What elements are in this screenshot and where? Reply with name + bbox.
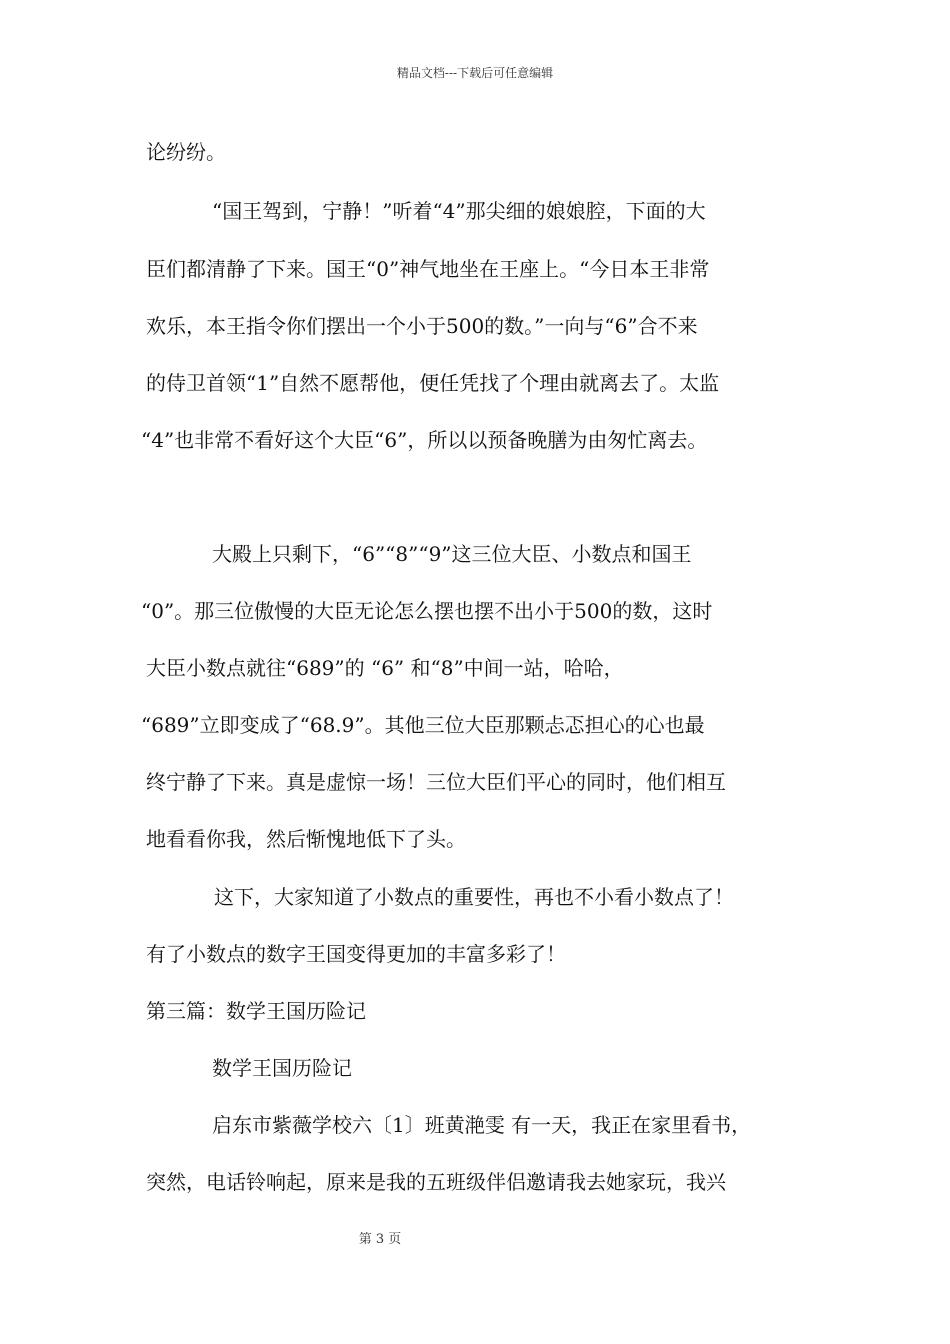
text-line: “国王驾到，宁静！”听着“4”那尖细的娘娘腔，下面的大 xyxy=(212,199,706,223)
text-line: 终宁静了下来。真是虚惊一场！三位大臣们平心的同时，他们相互 xyxy=(146,770,726,794)
text-line: 这下，大家知道了小数点的重要性，再也不小看小数点了！ xyxy=(214,885,734,909)
text-line: 论纷纷。 xyxy=(146,140,226,164)
text-line: 臣们都清静了下来。国王“0”神气地坐在王座上。“今日本王非常 xyxy=(146,257,710,281)
text-line: “4”也非常不看好这个大臣“6”，所以以预备晚膳为由匆忙离去。 xyxy=(141,428,708,452)
page-header: 精品文档---下载后可任意编辑 xyxy=(396,66,554,80)
story-title: 数学王国历险记 xyxy=(212,1056,352,1080)
text-line: 有了小数点的数字王国变得更加的丰富多彩了！ xyxy=(146,942,566,966)
text-line: “0”。那三位傲慢的大臣无论怎么摆也摆不出小于500的数，这时 xyxy=(141,599,713,623)
text-line: 欢乐，本王指令你们摆出一个小于500的数。”一向与“6”合不来 xyxy=(146,314,698,338)
text-line: 大臣小数点就往“689”的 “6” 和“8”中间一站，哈哈， xyxy=(146,656,624,680)
section-heading: 第三篇：数学王国历险记 xyxy=(146,999,366,1023)
text-line: 启东市紫薇学校六〔1〕班黄滟雯 有一天，我正在家里看书， xyxy=(212,1113,752,1137)
text-line: “689”立即变成了“68.9”。其他三位大臣那颗忐忑担心的心也最 xyxy=(141,713,705,737)
page-number: 第 3 页 xyxy=(358,1232,402,1247)
text-line: 突然，电话铃响起，原来是我的五班级伴侣邀请我去她家玩，我兴 xyxy=(146,1170,726,1194)
text-line: 地看看你我，然后惭愧地低下了头。 xyxy=(146,827,466,851)
text-line: 的侍卫首领“1”自然不愿帮他，便任凭找了个理由就离去了。太监 xyxy=(146,371,720,395)
text-line: 大殿上只剩下，“6”“8”“9”这三位大臣、小数点和国王 xyxy=(212,542,692,566)
